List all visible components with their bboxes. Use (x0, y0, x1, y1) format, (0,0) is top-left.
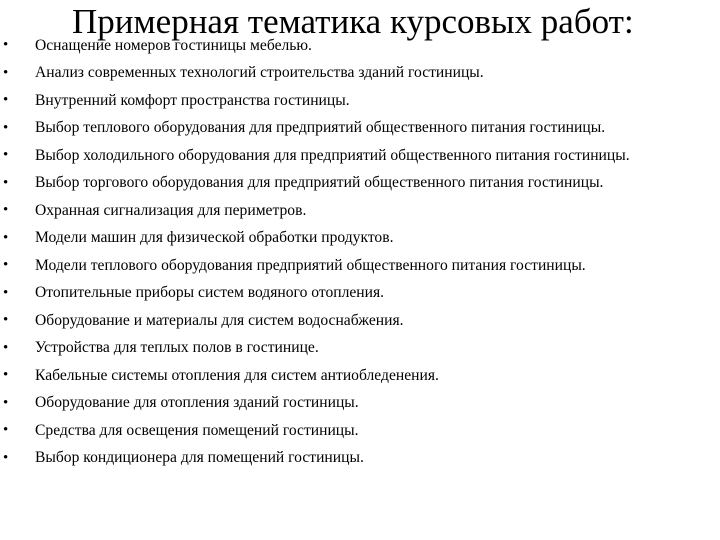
list-item (0, 280, 720, 308)
list-item (0, 362, 720, 390)
list-item-text: Кабельные системы отопления для систем антиобледенения. (35, 366, 439, 384)
list-item-text: Модели теплового оборудования предприятий общественного питания гостиницы. (35, 256, 586, 274)
list-item (0, 335, 720, 363)
slide-title: Примерная тематика курсовых работ: (72, 2, 634, 41)
list-item-text: Оснащение номеров гостиницы мебелью. (35, 36, 312, 54)
bullet-icon: • (3, 449, 9, 466)
list-item-text: Средства для освещения помещений гостиницы. (35, 421, 359, 439)
bullet-icon: • (3, 174, 9, 191)
bullet-icon: • (3, 312, 9, 328)
bullet-icon: • (3, 229, 9, 246)
list-item-text: Модели машин для физической обработки продуктов. (35, 229, 394, 246)
bullet-icon: • (3, 257, 9, 273)
list-item (0, 417, 720, 445)
bullet-icon: • (3, 339, 9, 356)
list-item-text: Внутренний комфорт пространства гостиницы. (35, 91, 350, 109)
bullet-icon: • (3, 202, 9, 218)
list-item-text: Выбор теплового оборудования для предприятий общественного питания гостиницы. (35, 119, 606, 136)
list-item (0, 115, 700, 143)
list-item-text: Охранная сигнализация для периметров. (35, 201, 307, 219)
bullet-icon: • (3, 422, 9, 438)
bullet-icon: • (3, 37, 9, 53)
list-item-text: Выбор торгового оборудования для предприятий общественного питания гостиницы. (35, 174, 604, 191)
list-item (0, 225, 720, 253)
list-item (0, 170, 700, 198)
list-item (0, 60, 720, 88)
list-item-text: Анализ современных технологий строительства зданий гостиницы. (35, 64, 484, 81)
list-item-text: Отопительные приборы систем водяного отопления. (35, 284, 385, 301)
list-item (0, 197, 720, 225)
bullet-icon: • (3, 119, 9, 136)
list-item-text: Выбор кондиционера для помещений гостиницы. (35, 449, 364, 466)
list-item-text: Выбор холодильного оборудования для предприятий общественного питания гостиницы. (35, 146, 630, 164)
list-item (0, 445, 720, 473)
bullet-icon: • (3, 367, 9, 383)
bullet-icon: • (3, 92, 9, 108)
list-item-text: Устройства для теплых полов в гостинице. (35, 339, 319, 356)
list-item-text: Оборудование и материалы для систем водоснабжения. (35, 311, 404, 329)
bullet-icon: • (3, 64, 9, 81)
bullet-icon: • (3, 394, 9, 411)
list-item (0, 390, 720, 418)
list-item (0, 252, 720, 280)
bullet-icon: • (3, 147, 9, 163)
list-item (0, 307, 720, 335)
bullet-icon: • (3, 284, 9, 301)
list-item-text: Оборудование для отопления зданий гостиницы. (35, 394, 359, 411)
list-item (0, 87, 720, 115)
list-item (0, 142, 700, 170)
topic-list (0, 32, 720, 472)
